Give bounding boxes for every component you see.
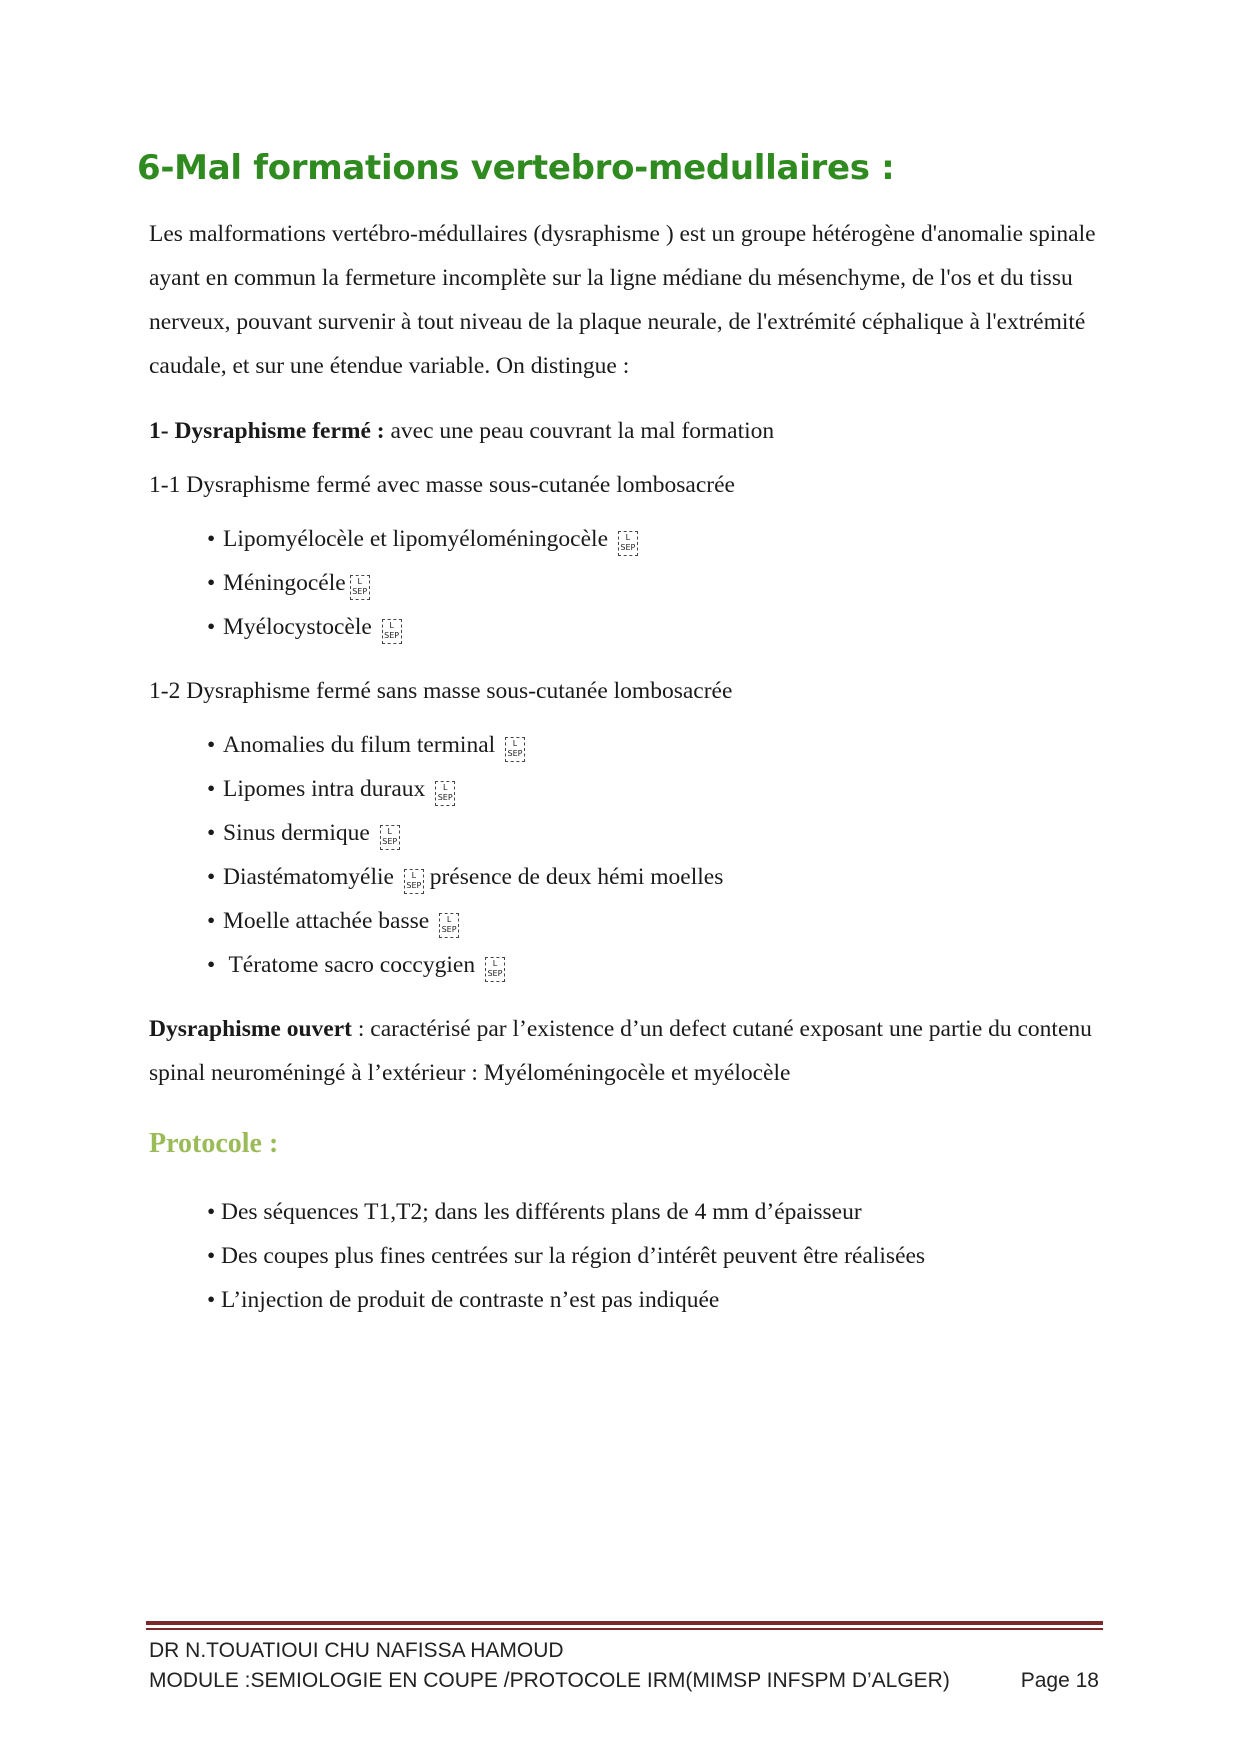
- open-dysraphism-label: Dysraphisme ouvert: [149, 1016, 352, 1042]
- list-item: [207, 811, 1099, 855]
- separator-glyph-bottom: SEP: [352, 587, 368, 596]
- bullet-icon: •: [207, 820, 216, 846]
- intro-paragraph: Les malformations vertébro-médullaires (dysraphisme ) est un groupe hétérogène d'anomalie spinale ayant en commun la fermeture incomplète sur la ligne médiane du mésenchyme, de l'os et du tissu nerveux, pouvant survenir à tout niveau de la plaque neurale, de l'extrémité céphalique à l'extrémité caudale, et sur une étendue variable. On distingue :: [149, 221, 1096, 379]
- page-number: Page 18: [1020, 1669, 1099, 1692]
- protocol-item-text: L’injection de produit de contraste n’est pas indiquée: [221, 1287, 720, 1313]
- protocol-item: [207, 1234, 1099, 1278]
- footer-module: MODULE :SEMIOLOGIE EN COUPE /PROTOCOLE IRM(MIMSP INFSPM D’ALGER): [149, 1669, 950, 1692]
- separator-glyph-top: L: [492, 959, 498, 968]
- subsection-1-2-heading: 1-2 Dysraphisme fermé sans masse sous-cutanée lombosacrée: [149, 678, 733, 704]
- separator-glyph-top: L: [512, 739, 518, 748]
- separator-glyph-top: L: [625, 533, 631, 542]
- separator-glyph-top: L: [411, 871, 417, 880]
- list-item: [207, 767, 1099, 811]
- footer-rule-thin: [146, 1628, 1103, 1630]
- protocol-item: [207, 1190, 1099, 1234]
- footer-module-row: [149, 1666, 1099, 1696]
- protocol-title: Protocole :: [149, 1128, 279, 1159]
- bullet-icon: •: [207, 908, 216, 934]
- list-item: [207, 855, 1099, 899]
- separator-glyph-bottom: SEP: [441, 925, 457, 934]
- list-item: [207, 943, 1099, 987]
- separator-glyph-icon: [618, 531, 638, 556]
- list-item-text: Lipomyélocèle et lipomyéloméningocèle: [223, 526, 614, 552]
- subsection-1-2-list: [149, 723, 1099, 987]
- bullet-icon: •: [207, 1243, 216, 1269]
- separator-glyph-icon: [380, 825, 400, 850]
- open-dysraphism-paragraph: [149, 1007, 1099, 1095]
- list-item-text: Moelle attachée basse: [223, 908, 436, 934]
- separator-glyph-bottom: SEP: [382, 837, 398, 846]
- list-item: [207, 517, 1099, 561]
- separator-glyph-icon: [439, 913, 459, 938]
- separator-glyph-icon: [505, 737, 525, 762]
- section-title: 6-Mal formations vertebro-medullaires :: [137, 148, 895, 188]
- separator-glyph-bottom: SEP: [406, 881, 422, 890]
- separator-glyph-bottom: SEP: [487, 969, 503, 978]
- list-item-text: Myélocystocèle: [223, 614, 378, 640]
- separator-glyph-icon: [404, 869, 424, 894]
- separator-glyph-top: L: [446, 915, 452, 924]
- bullet-icon: •: [207, 526, 216, 552]
- protocol-item-text: Des séquences T1,T2; dans les différents plans de 4 mm d’épaisseur: [221, 1199, 862, 1225]
- list-item-text: Lipomes intra duraux: [223, 776, 432, 802]
- list-item-extra-text: présence de deux hémi moelles: [423, 864, 724, 890]
- protocol-list: [149, 1190, 1099, 1322]
- separator-glyph-icon: [435, 781, 455, 806]
- bullet-icon: •: [207, 864, 216, 890]
- bullet-icon: •: [207, 570, 216, 596]
- bullet-icon: •: [207, 614, 216, 640]
- list-item-text: Méningocéle: [223, 570, 346, 596]
- separator-glyph-top: L: [387, 827, 392, 836]
- separator-glyph-bottom: SEP: [507, 749, 523, 758]
- separator-glyph-top: L: [389, 621, 394, 630]
- list-item: [207, 561, 1099, 605]
- list-item-text: Diastématomyélie: [223, 864, 400, 890]
- protocol-item: [207, 1278, 1099, 1322]
- footer-author: DR N.TOUATIOUI CHU NAFISSA HAMOUD: [149, 1639, 564, 1662]
- list-item-text: Sinus dermique: [223, 820, 376, 846]
- separator-glyph-top: L: [357, 577, 362, 586]
- open-dysraphism-description: : caractérisé par l’existence d’un defect cutané exposant une partie du contenu spinal neuroméningé à l’extérieur : Myéloméningocèle et myélocèle: [149, 1016, 1092, 1086]
- subsection-1-1-list: [149, 517, 1099, 649]
- separator-glyph-bottom: SEP: [620, 543, 636, 552]
- separator-glyph-icon: [485, 957, 505, 982]
- list-item: [207, 899, 1099, 943]
- subsection-1-1-heading: 1-1 Dysraphisme fermé avec masse sous-cutanée lombosacrée: [149, 472, 735, 498]
- list-item-text: Tératome sacro coccygien: [223, 952, 481, 978]
- bullet-icon: •: [207, 732, 216, 758]
- list-item-text: Anomalies du filum terminal: [223, 732, 502, 758]
- separator-glyph-top: L: [442, 783, 448, 792]
- page-footer: [149, 1636, 1099, 1696]
- list-item: [207, 723, 1099, 767]
- protocol-item-text: Des coupes plus fines centrées sur la région d’intérêt peuvent être réalisées: [221, 1243, 926, 1269]
- bullet-icon: •: [207, 776, 216, 802]
- list-item: [207, 605, 1099, 649]
- separator-glyph-icon: [382, 619, 402, 644]
- closed-dysraphism-label: 1- Dysraphisme fermé :: [149, 418, 385, 444]
- separator-glyph-bottom: SEP: [384, 631, 400, 640]
- bullet-icon: •: [207, 952, 216, 978]
- footer-rule-thick: [146, 1621, 1103, 1625]
- bullet-icon: •: [207, 1287, 216, 1313]
- closed-dysraphism-heading: [149, 409, 1099, 453]
- main-content: [149, 212, 1099, 1322]
- separator-glyph-bottom: SEP: [437, 793, 453, 802]
- closed-dysraphism-description: avec une peau couvrant la mal formation: [384, 418, 775, 444]
- bullet-icon: •: [207, 1199, 216, 1225]
- separator-glyph-icon: [350, 575, 370, 600]
